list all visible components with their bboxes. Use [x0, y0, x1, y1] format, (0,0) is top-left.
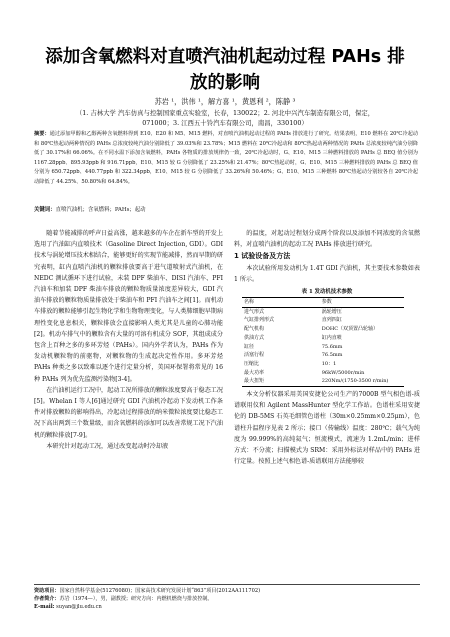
abstract-text: 通过添加甲醇和乙醇两种含氧燃料得到 E10、E20 和 M5、M15 燃料，对直喷汽油机起动过程的 PAHs 排放进行了研究。结果表明，E10 燃料在 20℃冷起动和 80℃热起动两种情况的 PAHs 总浓度较纯汽油分别降低了 39.03%和 23.78%；M15 燃料在 20℃冷起动和 80℃热起动两种情况的 PAHs 总浓度较纯汽油分别降低了 30.17%和 66.06%。在不同水温下添加含氧燃料，PAHs 各物质的排放规律仍一致，20℃冷起动时，G、E10、M15 三种燃料排放的 PAHs 总 BEQ 值分别为 1167.28ppb、895.93ppb 和 916.71ppb，E10、M15 较 G 分别降低了 23.25%和 21.47%；80℃热起动时，G、E10、M15 三种燃料排放的 PAHs 总 BEQ 值分别为 650.72ppb、440.77ppb 和 322.34ppb，E10、M15 较 G 分别降低了 33.26%和 50.46%；G、E10、M15 三种燃料 80℃热起动分别较各自 20℃冷起动降低了 44.25%、50.80%和 64.84%。: [34, 131, 418, 185]
footnote-funding: [34, 587, 420, 595]
footnotes: [34, 587, 420, 612]
body-paragraph: 本次试验所用发动机为 1.4T GDI 汽油机，其主要技术参数如表 1 所示。: [234, 264, 420, 283]
table-row: [242, 351, 404, 360]
table-cell: DOHC（双顶置凸轮轴）: [321, 326, 379, 333]
table-cell: 最大功率: [244, 369, 265, 376]
table-cell: 最大扭矩: [242, 377, 320, 386]
footnote-email: [34, 603, 420, 611]
footnote-label: 资助项目：: [34, 588, 60, 594]
affiliation-line-1: （1. 吉林大学 汽车仿真与控制国家重点实验室，长春，130022；2. 河北中兴汽车制造有限公司，保定，: [75, 109, 375, 117]
table-cell: 供油方式: [244, 334, 265, 341]
footnote-text: 苏岩（1974—），男，副教授；研究方向：内燃机燃烧与排放控制。: [59, 596, 213, 603]
table-cell: 直列四缸: [321, 317, 342, 324]
table-cell: 压缩比: [244, 360, 260, 367]
footnote-text: 国家自然科学基金(51276080)；国家高技术研究发展计划“863”项目(2012AA111702): [59, 588, 261, 594]
abstract: [34, 130, 418, 187]
table-cell: 气缸排列形式: [244, 317, 275, 324]
table-row: [242, 369, 404, 378]
table-row: [242, 377, 404, 386]
table-cell: 96kW/5000r/min: [321, 369, 365, 376]
footnote-label: E-mail:: [34, 604, 55, 611]
table-row: [242, 316, 404, 325]
table-cell: 220Nm/(1750-3500 r/min): [320, 377, 404, 386]
table-cell: 涡轮增压: [321, 308, 342, 315]
table-row: [242, 334, 404, 343]
table-row: [242, 325, 404, 334]
right-column: [234, 228, 420, 467]
body-paragraph: 的温度，对起动过程划分成两个阶段以及添加不同浓度的含氧燃料，对直喷汽油机的起动工况 PAHs 排放进行研究。: [234, 230, 420, 249]
table-caption: 表 1 发动机技术参数: [301, 289, 353, 296]
body-paragraph: 本研究针对起动工况，通过改变起动时冷却液: [46, 442, 169, 450]
table-header-cell: 参数: [320, 298, 404, 308]
affiliation-line-2: 071000；3. 江西五十铃汽车有限公司，南昌，330100）: [142, 119, 308, 127]
table-cell: 缸内直喷: [321, 334, 342, 341]
table-header-row: [242, 298, 404, 308]
table-cell: 进气形式: [244, 308, 265, 315]
body-paragraph: 随着节能减排的呼声日益高涨，越来越多的车企在新车型的开发上选用了汽油缸内直喷技术（Gasoline Direct Injection, GDI）。GDI 技术与涡轮增压技术相结合，能够更好的实现节能减排，然而早期的研究表明，缸内直喷汽油机的颗粒排放要高于进气道喷射式汽油机，在 NEDC 测试循环下进行试验，未装 DPF 柴油车、DISI 汽油车、PFI 汽油车和加装 DPF 柴油车排放的颗粒物质量浓度差异较大，GDI 汽油车排放的颗粒物质量排放处于柴油车和 PFI 汽油车之间[1]。而机动车排放的颗粒能够引起生物化学和生物物理变化，与人类肺细胞早期病理性变化息息相关，颗粒排放会直接影响人类尤其是儿童的心肺功能[2]。机动车排气中的颗粒含有大量的可溶有机成分 SOF，其组成成分包含上百种之多的多环芳烃（PAHs）。国内外学者认为，PAHs 作为发动机颗粒物的前驱物，对颗粒物的生成起决定性作用。多环芳烃 PAHs 种类之多以致难以逐个进行定量分析，美国环保署将常见的 16 种 PAHs 列为优先监测污染物[3-4]。: [34, 230, 223, 383]
footnote-label: 作者简介：: [34, 596, 60, 603]
footnote-divider: [34, 584, 420, 585]
email-link[interactable]: suyan@jlu.edu.cn: [56, 604, 102, 611]
table-header-cell: 名称: [242, 298, 320, 308]
table-cell: 活塞行程: [244, 352, 265, 359]
abstract-label: 摘要：: [34, 131, 50, 137]
keywords-label: 关键词：: [34, 207, 56, 213]
section-heading: 1 试验设备及方法: [234, 252, 291, 261]
table-row: [242, 343, 404, 352]
body-paragraph: 在汽油机运行工况中，起动工况所排放的颗粒浓度要高于稳态工况[5]。Whelan I 等人[6]通过研究 GDI 汽油机冷起动下发动机工作条件对排放颗粒的影响得出，冷起动过程排放的纳米微粒浓度要比稳态工况下高出两到三个数量级，而含氧燃料的添加可以改善常规工况下汽油机的颗粒排放[7-9]。: [34, 386, 223, 439]
affiliations: [30, 108, 420, 128]
keywords: [34, 206, 418, 215]
engine-spec-table: [242, 297, 404, 387]
table-row: [242, 360, 404, 369]
author-list: 苏岩 ¹，洪伟 ¹，解方喜 ¹，黄恩利 ²，陈静 ³: [154, 97, 296, 106]
table-cell: 配气机构: [244, 326, 265, 333]
table-cell: 缸径: [244, 343, 255, 350]
footnote-author-bio: [34, 595, 420, 603]
left-column: [34, 228, 223, 452]
body-paragraph: 本文分析仪器采用美国安捷伦公司生产的7000B 型气相色谱-质谱联用仪和 Agilent MassHunter 型化学工作站。色谱柱采用安捷伦的 DB-5MS 石英毛细管色谱柱（30m×0.25mm×0.25μm），色谱柱升温程序见表 2 所示；接口（传输线）温度：280℃；载气为纯度为 99.999%的高纯氦气；恒流模式，流速为 1.2mL/min；进样方式：不分流；扫描模式为 SRM：采用外标法对样品中的 PAHs 进行定量。按照上述气相色谱-质谱联用方法能够较: [234, 391, 420, 466]
table-row: [242, 307, 404, 316]
table-cell: 10：1: [321, 360, 337, 367]
keywords-text: 直喷汽油机；含氧燃料；PAHs；起动: [55, 207, 146, 213]
table-cell: 75.6mm: [321, 343, 343, 350]
paper-title: 添加含氧燃料对直喷汽油机起动过程 PAHs 排放的影响: [45, 47, 405, 93]
table-cell: 76.5mm: [321, 352, 343, 359]
